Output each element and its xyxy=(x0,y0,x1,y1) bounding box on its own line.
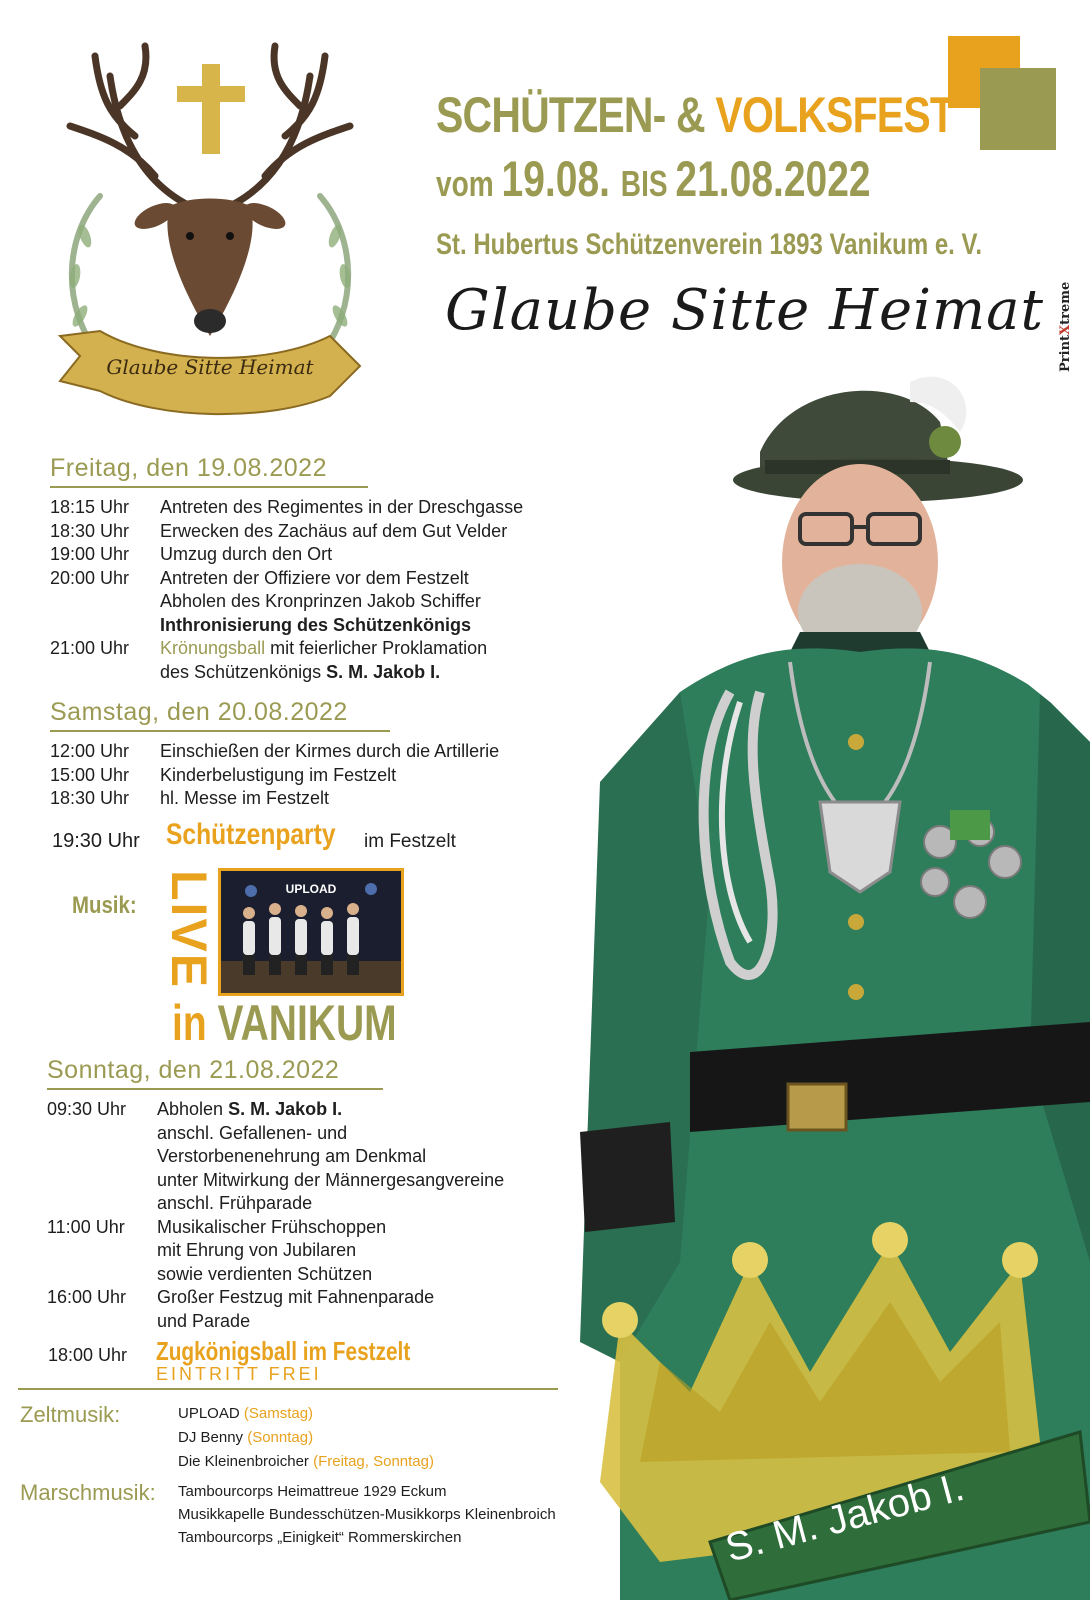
schedule-description: unter Mitwirkung der Männergesangvereine xyxy=(157,1169,505,1190)
stag-crest-logo xyxy=(40,36,380,436)
schedule-description: anschl. Gefallenen- und xyxy=(157,1122,348,1143)
musik-label: Musik: xyxy=(72,892,137,919)
schedule-description: Umzug durch den Ort xyxy=(160,544,333,564)
schedule-time: 09:30 Uhr xyxy=(47,1099,127,1119)
club-name: St. Hubertus Schützenverein 1893 Vanikum e. V. xyxy=(436,228,982,261)
schedule-description: Musikalischer Frühschoppen xyxy=(157,1216,387,1237)
saturday-underline xyxy=(50,730,390,732)
sunday-heading: Sonntag, den 21.08.2022 xyxy=(47,1056,340,1084)
schedule-time: 18:15 Uhr xyxy=(50,497,130,517)
schedule-description: mit Ehrung von Jubilaren xyxy=(157,1240,357,1260)
free-entry-text: EINTRITT FREI xyxy=(156,1364,322,1384)
olive-square-decoration xyxy=(980,68,1056,150)
schedule-time: 19:00 Uhr xyxy=(50,544,130,564)
schedule-time: 15:00 Uhr xyxy=(50,764,130,785)
schedule-description: anschl. Frühparade xyxy=(157,1193,313,1213)
schedule-description: des Schützenkönigs S. M. Jakob I. xyxy=(160,661,441,682)
king-banner-text: S. M. Jakob I. xyxy=(720,1464,969,1571)
zeltmusik-label: Zeltmusik: xyxy=(20,1402,121,1427)
in-vanikum-text: in VANIKUM xyxy=(172,995,397,1051)
zeltmusik-item: UPLOAD (Samstag) xyxy=(178,1405,314,1422)
live-vertical-text: LIVE xyxy=(161,870,217,990)
zeltmusik-item: Die Kleinenbroicher (Freitag, Sonntag) xyxy=(178,1453,434,1470)
schedule-description: Abholen des Kronprinzen Jakob Schiffer xyxy=(160,591,481,611)
schedule-description: Verstorbenenehrung am Denkmal xyxy=(157,1146,427,1166)
schedule-time: 11:00 Uhr xyxy=(47,1216,125,1237)
schedule-time: 20:00 Uhr xyxy=(50,567,130,588)
party-time: 19:30 Uhr xyxy=(52,830,140,852)
schedule-time: 21:00 Uhr xyxy=(50,638,130,658)
marschmusik-label: Marschmusik: xyxy=(20,1480,156,1505)
schedule-description: Einschießen der Kirmes durch die Artillerie xyxy=(160,741,500,761)
schedule-time: 12:00 Uhr xyxy=(50,741,130,761)
event-title: SCHÜTZEN- & VOLKSFEST xyxy=(436,87,955,143)
event-dates: vom 19.08. BIS 21.08.2022 xyxy=(436,151,871,207)
friday-underline xyxy=(50,486,368,488)
schedule-description: Antreten des Regimentes in der Dreschgasse xyxy=(160,497,524,517)
footer-divider xyxy=(18,1388,558,1390)
king-portrait xyxy=(560,362,1090,1600)
marschmusik-item: Musikkapelle Bundesschützen-Musikkorps Kleinenbroich xyxy=(178,1506,556,1523)
band-photo xyxy=(218,868,404,996)
marschmusik-item: Tambourcorps Heimattreue 1929 Eckum xyxy=(178,1483,447,1500)
schedule-description: sowie verdienten Schützen xyxy=(157,1263,373,1284)
schedule-description: Abholen S. M. Jakob I. xyxy=(157,1099,343,1119)
marschmusik-item: Tambourcorps „Einigkeit“ Rommerskirchen xyxy=(178,1529,462,1546)
friday-heading: Freitag, den 19.08.2022 xyxy=(50,454,327,482)
motto-script: Glaube Sitte Heimat xyxy=(445,278,1044,343)
saturday-heading: Samstag, den 20.08.2022 xyxy=(50,698,348,726)
party-location: im Festzelt xyxy=(364,831,456,852)
band-logo-text: UPLOAD xyxy=(285,882,337,896)
crest-banner-text: Glaube Sitte Heimat xyxy=(106,355,314,379)
zugkoenigsball-text: Zugkönigsball im Festzelt xyxy=(156,1336,411,1366)
party-name: Schützenparty xyxy=(166,818,336,851)
schedule-description: Kinderbelustigung im Festzelt xyxy=(160,764,397,785)
schedule-time: 16:00 Uhr xyxy=(47,1287,127,1307)
schedule-description: Erwecken des Zachäus auf dem Gut Velder xyxy=(160,520,508,541)
schedule-description: Inthronisierung des Schützenkönigs xyxy=(160,614,472,635)
printer-logo: PrintXtreme xyxy=(1058,281,1073,372)
sunday-underline xyxy=(47,1088,383,1090)
schedule-description: hl. Messe im Festzelt xyxy=(160,788,330,808)
schedule-description: und Parade xyxy=(157,1310,251,1331)
schedule-description: Großer Festzug mit Fahnenparade xyxy=(157,1287,435,1307)
schedule-time: 18:30 Uhr xyxy=(50,520,130,541)
schedule-time: 18:30 Uhr xyxy=(50,788,130,808)
schedule-description: Krönungsball mit feierlicher Proklamation xyxy=(160,638,488,658)
schedule-description: Antreten der Offiziere vor dem Festzelt xyxy=(160,567,469,588)
zeltmusik-item: DJ Benny (Sonntag) xyxy=(178,1429,314,1446)
